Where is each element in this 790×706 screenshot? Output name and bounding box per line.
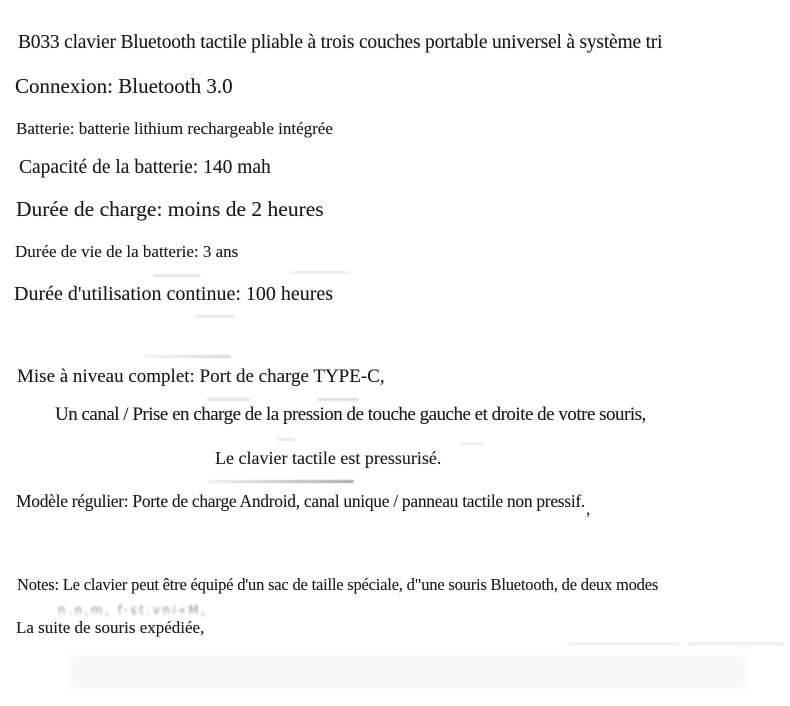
spec-battery-life: Durée de vie de la batterie: 3 ans xyxy=(15,242,239,261)
spec-channel-support: Un canal / Prise en charge de la pression de touche gauche et droite de votre souris, xyxy=(55,404,646,425)
spec-regular-model xyxy=(16,491,590,519)
spec-connection: Connexion: Bluetooth 3.0 xyxy=(15,74,233,98)
spec-notes: Notes: Le clavier peut être équipé d'un sac de taille spéciale, d"une souris Bluetooth, de deux modes xyxy=(17,575,659,594)
spec-regular-model-text: Modèle régulier: Porte de charge Android, canal unique / panneau tactile non pressif. xyxy=(16,491,585,511)
erased-line-artifact xyxy=(207,398,251,401)
spec-touch-keyboard: Le clavier tactile est pressurisé. xyxy=(215,448,442,468)
erased-line-artifact xyxy=(144,355,231,358)
product-title: B033 clavier Bluetooth tactile pliable à trois couches portable universel à système tri xyxy=(18,32,663,53)
erased-line-artifact xyxy=(567,642,682,645)
erased-line-artifact xyxy=(277,438,295,441)
spec-battery: Batterie: batterie lithium rechargeable intégrée xyxy=(16,119,333,138)
erased-line-artifact xyxy=(195,315,235,318)
erased-line-artifact xyxy=(688,642,784,645)
spec-upgrade-model: Mise à niveau complet: Port de charge TYPE-C, xyxy=(17,366,385,387)
erased-line-artifact xyxy=(153,274,201,277)
spec-battery-capacity: Capacité de la batterie: 140 mah xyxy=(19,157,271,178)
erased-line-artifact xyxy=(460,442,485,445)
spec-mouse-suite: La suite de souris expédiée, xyxy=(16,618,205,637)
erased-line-artifact xyxy=(290,271,350,274)
erased-block-artifact xyxy=(70,654,746,690)
spec-charge-duration: Durée de charge: moins de 2 heures xyxy=(16,197,324,221)
erased-line-artifact xyxy=(207,480,354,483)
spec-continuous-use: Durée d'utilisation continue: 100 heures xyxy=(14,283,334,305)
low-comma-mark: , xyxy=(585,499,590,519)
erased-text-smudge: n.n,m, f-st.vni«M, xyxy=(58,603,208,617)
erased-line-artifact xyxy=(317,398,359,401)
